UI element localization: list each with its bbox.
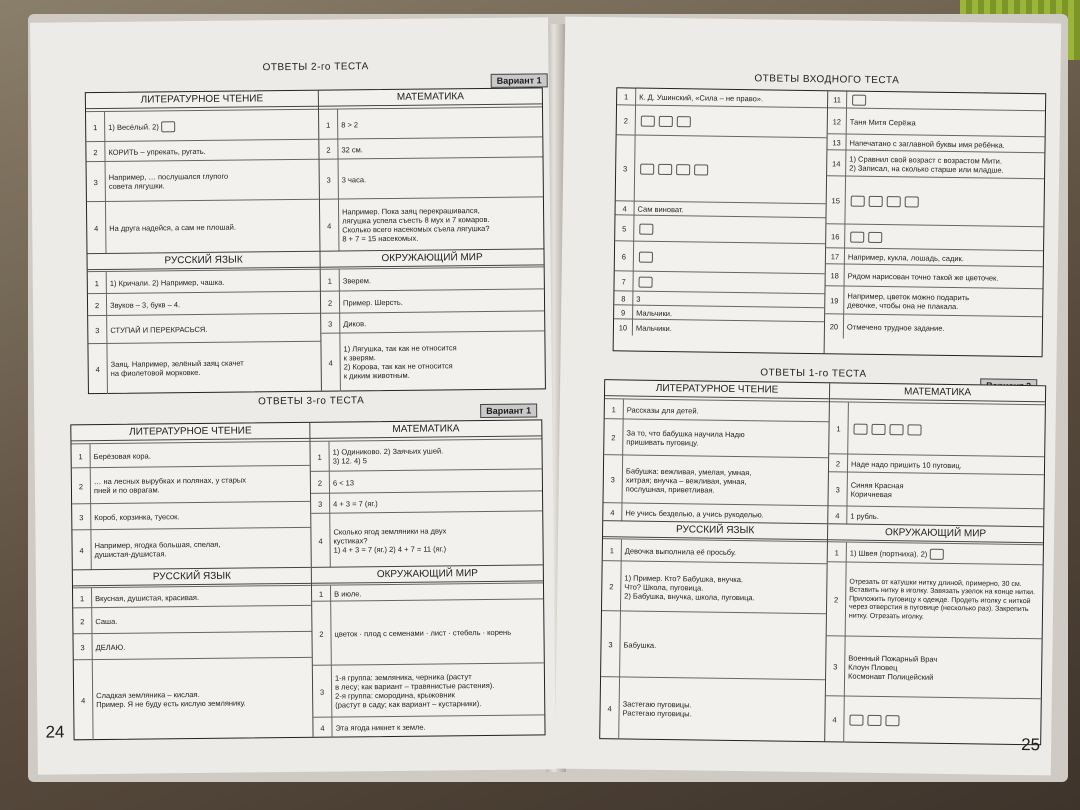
entry-row: 15	[826, 175, 1044, 227]
test1-title: ОТВЕТЫ 1-го ТЕСТА	[760, 367, 867, 380]
test2-world-head: ОКРУЖАЮЩИЙ МИР	[320, 248, 543, 267]
entry-row: 3	[616, 134, 827, 204]
test3-math-row: 3 4 + 3 = 7 (яг.)	[311, 490, 542, 513]
test3-rus-row: 2 Саша.	[73, 605, 311, 634]
test3-world-row: 4 Эта ягода никнет к земле.	[313, 714, 544, 737]
entry-row: 2	[617, 104, 827, 138]
picture-icon	[849, 714, 863, 725]
test1-lit-row: 4 Не учись безделью, а учись рукоделью.	[603, 502, 827, 524]
open-book	[28, 14, 1068, 782]
entry-row: 6	[615, 240, 825, 274]
picture-icon	[161, 121, 175, 132]
entry-row: 20 Отмечено трудное задание.	[825, 313, 1042, 341]
page-number-right: 25	[1021, 735, 1041, 755]
entry-row: 8 3	[614, 290, 824, 308]
test3-world-row: 2 цветок · плод с семенами · лист · стебель · корень	[312, 598, 544, 665]
test2-world-row: 4 1) Лягушка, так как не относится к зверям. 2) Корова, так как не относится к диким животным.	[321, 330, 545, 391]
test1-math-row: 3 Синяя Красная Коричневая	[828, 471, 1043, 509]
test1-rus-row: 4 Застегаю пуговицы. Растегаю пуговицы.	[600, 676, 825, 742]
test2-table	[85, 87, 546, 394]
entry-row: 10 Мальчики.	[614, 318, 824, 338]
test1-lit-row: 1 Рассказы для детей.	[605, 398, 829, 422]
test2-lit-row: 1 1) Весёлый. 2)	[86, 109, 318, 142]
test2-math-row: 1 8 > 2	[319, 106, 542, 139]
entry-row: 11	[828, 91, 1045, 110]
picture-icon	[869, 195, 883, 206]
test2-math-row: 3 3 часа.	[320, 156, 543, 199]
entry-row: 7	[614, 270, 824, 294]
test1-lit-head: ЛИТЕРАТУРНОЕ ЧТЕНИЕ	[605, 380, 829, 399]
test3-variant: Вариант 1	[480, 403, 537, 418]
test3-title: ОТВЕТЫ 3-го ТЕСТА	[258, 395, 365, 408]
test1-rus-row: 2 1) Пример. Кто? Бабушка, внучка. Что? Школа, пуговица. 2) Бабушка, внучка, школа, пуговица.	[602, 560, 827, 614]
test2-world-row: 2 Пример. Шерсть.	[321, 288, 544, 313]
test1-math-row: 1	[829, 401, 1045, 457]
page-number-left: 24	[45, 722, 65, 742]
test2-math-head: МАТЕМАТИКА	[319, 88, 542, 106]
page-right	[555, 17, 1061, 776]
tree-icon	[639, 223, 653, 234]
entry-row: 4 Сам виноват.	[616, 200, 826, 218]
picture-icon	[639, 251, 653, 262]
entry-row: 16	[826, 223, 1043, 251]
entry-row: 12 Таня Митя Серёжа	[828, 107, 1045, 137]
test1-table	[599, 379, 1046, 745]
picture-icon	[851, 195, 865, 206]
test1-math-head: МАТЕМАТИКА	[830, 383, 1045, 402]
entry-row: 5	[615, 214, 825, 244]
page-left	[30, 17, 556, 774]
test2-rus-row: 2 Звуков – 3, букв – 4.	[88, 291, 320, 316]
picture-icon	[640, 163, 654, 174]
buttons-icon	[871, 423, 885, 434]
test2-lit-row: 4 На друга надейся, а сам не плошай.	[87, 199, 320, 254]
test2-rus-row: 4 Заяц. Например, зелёный заяц скачет на фиолетовой морковке.	[88, 341, 321, 394]
test2-rus-row: 3 СТУПАЙ И ПЕРЕКРАСЬСЯ.	[88, 313, 320, 344]
test3-lit-row: 3 Короб, корзинка, туесок.	[72, 501, 310, 530]
entry-row: 18 Рядом нарисован точно такой же цветочек.	[826, 263, 1043, 289]
test1-lit-row: 2 За то, что бабушка научила Надю пришивать пуговицу.	[604, 418, 828, 458]
test1-math-row: 2 Наде надо пришить 10 пуговиц.	[829, 453, 1044, 475]
picture-icon	[929, 548, 943, 559]
picture-icon	[639, 276, 653, 287]
test3-table	[70, 419, 545, 740]
entry-row: 19 Например, цветок можно подарить девочке, чтобы она не плакала.	[825, 285, 1042, 317]
entry-row: 13 Напечатано с заглавной буквы имя ребёнка.	[827, 133, 1044, 153]
picture-icon	[905, 196, 919, 207]
picture-icon	[676, 164, 690, 175]
picture-icon	[850, 231, 864, 242]
test3-rus-head: РУССКИЙ ЯЗЫК	[73, 567, 311, 586]
picture-icon	[641, 115, 655, 126]
test3-world-row: 1 В июле.	[312, 582, 543, 601]
test3-world-head: ОКРУЖАЮЩИЙ МИР	[312, 564, 543, 583]
test2-variant: Вариант 1	[491, 73, 548, 88]
test2-lit-row: 2 КОРИТЬ – упрекать, ругать.	[86, 139, 318, 162]
entry-title: ОТВЕТЫ ВХОДНОГО ТЕСТА	[754, 73, 900, 87]
test1-world-row: 2 Отрезать от катушки нитку длиной, примерно, 30 см. Вставить нитку в иголку. Завязать узелок на конце нитки. Приложить пуговицу к одежде. Продеть иголку с ниткой через отверстия в пуговице (несколько раз). Закрепить нитку. Отрезать иголку.	[827, 561, 1043, 639]
picture-icon	[887, 196, 901, 207]
entry-row: 17 Например, кукла, лошадь, садик.	[826, 247, 1043, 267]
test2-math-row: 4 Например. Пока заяц перекрашивался, лягушка успела съесть 8 мух и 7 комаров. Сколько всего насекомых съела лягушка? 8 + 7 = 15 насекомых.	[320, 196, 544, 251]
test3-lit-row: 4 Например, ягодка большая, спелая, душистая-душистая.	[72, 527, 310, 570]
test3-rus-row: 4 Сладкая земляника – кислая. Пример. Я не буду есть кислую землянику.	[74, 657, 313, 740]
picture-icon	[694, 164, 708, 175]
test2-lit-row: 3 Например, … послушался глупого совета лягушки.	[87, 159, 319, 202]
test1-world-head: ОКРУЖАЮЩИЙ МИР	[828, 523, 1043, 543]
test1-world-row: 3 Военный Пожарный Врач Клоун Пловец Космонавт Полицейский	[826, 635, 1042, 699]
test3-math-row: 4 Сколько ягод земляники на двух кустиках? 1) 4 + 3 = 7 (яг.) 2) 4 + 7 = 11 (яг.)	[311, 510, 543, 567]
test1-lit-row: 3 Бабушка: вежливая, умелая, умная, хитрая; внучка – вежливая, умная, послушная, приветливая.	[603, 454, 828, 506]
picture-icon	[885, 715, 899, 726]
test1-rus-row: 1 Девочка выполнила её просьбу.	[603, 538, 827, 564]
entry-row: 1 К. Д. Ушинский, «Сила – не право».	[617, 88, 827, 107]
test3-lit-head: ЛИТЕРАТУРНОЕ ЧТЕНИЕ	[71, 423, 309, 441]
buttons-icon	[853, 423, 867, 434]
test2-math-row: 2 32 см.	[319, 136, 542, 159]
entry-row: 14 1) Сравнил свой возраст с возрастом Мити. 2) Записал, на сколько старше или младше.	[827, 149, 1044, 179]
picture-icon	[868, 231, 882, 242]
picture-icon	[677, 116, 691, 127]
test1-math-row: 4 1 рубль.	[828, 505, 1043, 527]
test3-math-head: МАТЕМАТИКА	[310, 420, 541, 438]
test3-math-row: 1 1) Одиниково. 2) Заячьих ушей. 3) 12. 4) 5	[310, 438, 541, 471]
test3-lit-row: 2 … на лесных вырубках и полянах, у старых пней и по оврагам.	[72, 465, 310, 504]
test2-world-row: 3 Диков.	[321, 310, 544, 333]
picture-icon	[659, 115, 673, 126]
test2-rus-head: РУССКИЙ ЯЗЫК	[87, 251, 319, 270]
test2-lit-head: ЛИТЕРАТУРНОЕ ЧТЕНИЕ	[86, 91, 318, 109]
test2-rus-row: 1 1) Кричали. 2) Например, чашка.	[88, 269, 320, 294]
test3-lit-row: 1 Берёзовая кора.	[71, 441, 309, 468]
test3-rus-row: 1 Вкусная, душистая, красивая.	[73, 585, 311, 608]
test1-world-row: 1 1) Швея (портниха). 2)	[828, 541, 1043, 565]
entry-row: 9 Мальчики.	[614, 304, 824, 322]
test1-rus-head: РУССКИЙ ЯЗЫК	[603, 520, 827, 540]
test2-title: ОТВЕТЫ 2-го ТЕСТА	[262, 61, 369, 74]
test2-world-row: 1 Зверем.	[321, 266, 544, 291]
buttons-icon	[907, 424, 921, 435]
picture-icon	[658, 163, 672, 174]
test3-math-row: 2 6 < 13	[311, 468, 542, 493]
picture-icon	[867, 714, 881, 725]
picture-icon	[852, 94, 866, 105]
test1-rus-row: 3 Бабушка.	[601, 610, 826, 680]
buttons-icon	[889, 424, 903, 435]
test1-world-row: 4	[825, 695, 1041, 745]
entry-table	[613, 87, 1047, 357]
test3-rus-row: 3 ДЕЛАЮ.	[73, 631, 311, 660]
test3-world-row: 3 1-я группа: земляника, черника (растут в лесу; как вариант – травянистые растения). 2-я группа: смородина, крыжовник (растут в саду; как вариант – кустарники).	[313, 662, 545, 717]
